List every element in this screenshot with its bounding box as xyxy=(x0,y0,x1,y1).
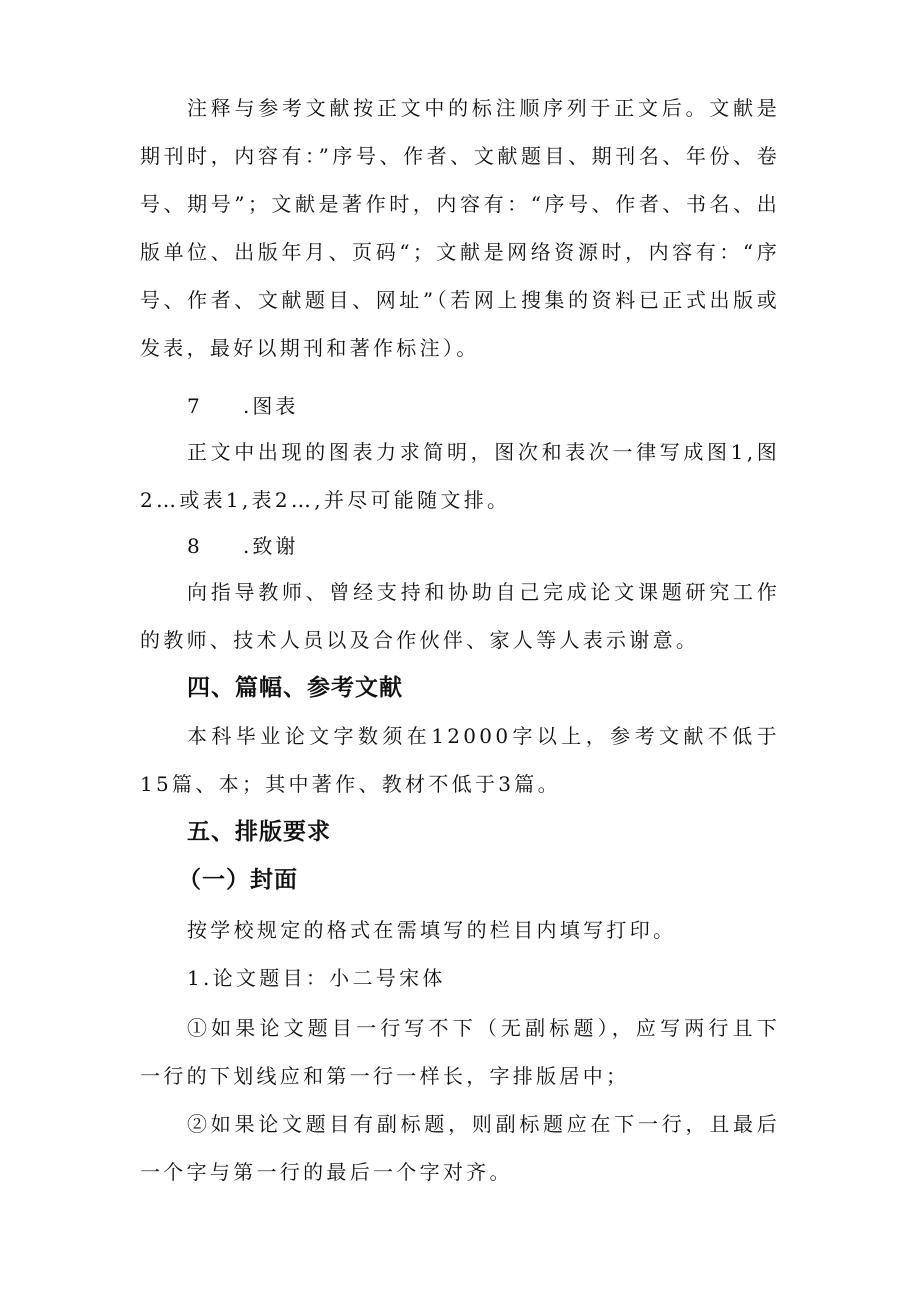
heading-layout-requirements: 五、排版要求 xyxy=(187,819,331,845)
heading-length-references: 四、篇幅、参考文献 xyxy=(187,675,403,701)
section-number-8: 8 xyxy=(187,534,200,558)
paragraph-title-font: 1.论文题目：小二号宋体 xyxy=(187,966,446,990)
section-title-charts: .图表 xyxy=(243,394,299,418)
paragraph-references-format: 注释与参考文献按正文中的标注顺序列于正文后。文献是期刊时，内容有：”序号、作者、文献题目、期刊名、年份、卷号、期号”；文献是著作时，内容有：“序号、作者、书名、出版单位、出版年月、页码“；文献是网络资源时，内容有：“序号、作者、文献题目、网址”（若网上搜集的资料已正式出版或发表，最好以期刊和著作标注）。 xyxy=(140,96,780,360)
section-number-7: 7 xyxy=(187,394,200,418)
paragraph-charts: 正文中出现的图表力求简明，图次和表次一律写成图1,图2…或表1,表2…,并尽可能随文排。 xyxy=(140,440,780,512)
section-title-thanks: .致谢 xyxy=(243,534,299,558)
paragraph-length: 本科毕业论文字数须在12000字以上，参考文献不低于15篇、本；其中著作、教材不低于3篇。 xyxy=(140,724,780,796)
paragraph-rule-1: ①如果论文题目一行写不下（无副标题），应写两行且下一行的下划线应和第一行一样长，字排版居中； xyxy=(140,1016,780,1088)
paragraph-rule-2: ②如果论文题目有副标题，则副标题应在下一行，且最后一个字与第一行的最后一个字对齐。 xyxy=(140,1112,780,1184)
paragraph-cover: 按学校规定的格式在需填写的栏目内填写打印。 xyxy=(187,918,677,942)
paragraph-thanks: 向指导教师、曾经支持和协助自己完成论文课题研究工作的教师、技术人员以及合作伙伴、家人等人表示谢意。 xyxy=(140,580,780,652)
subheading-cover: （一）封面 xyxy=(178,867,298,893)
